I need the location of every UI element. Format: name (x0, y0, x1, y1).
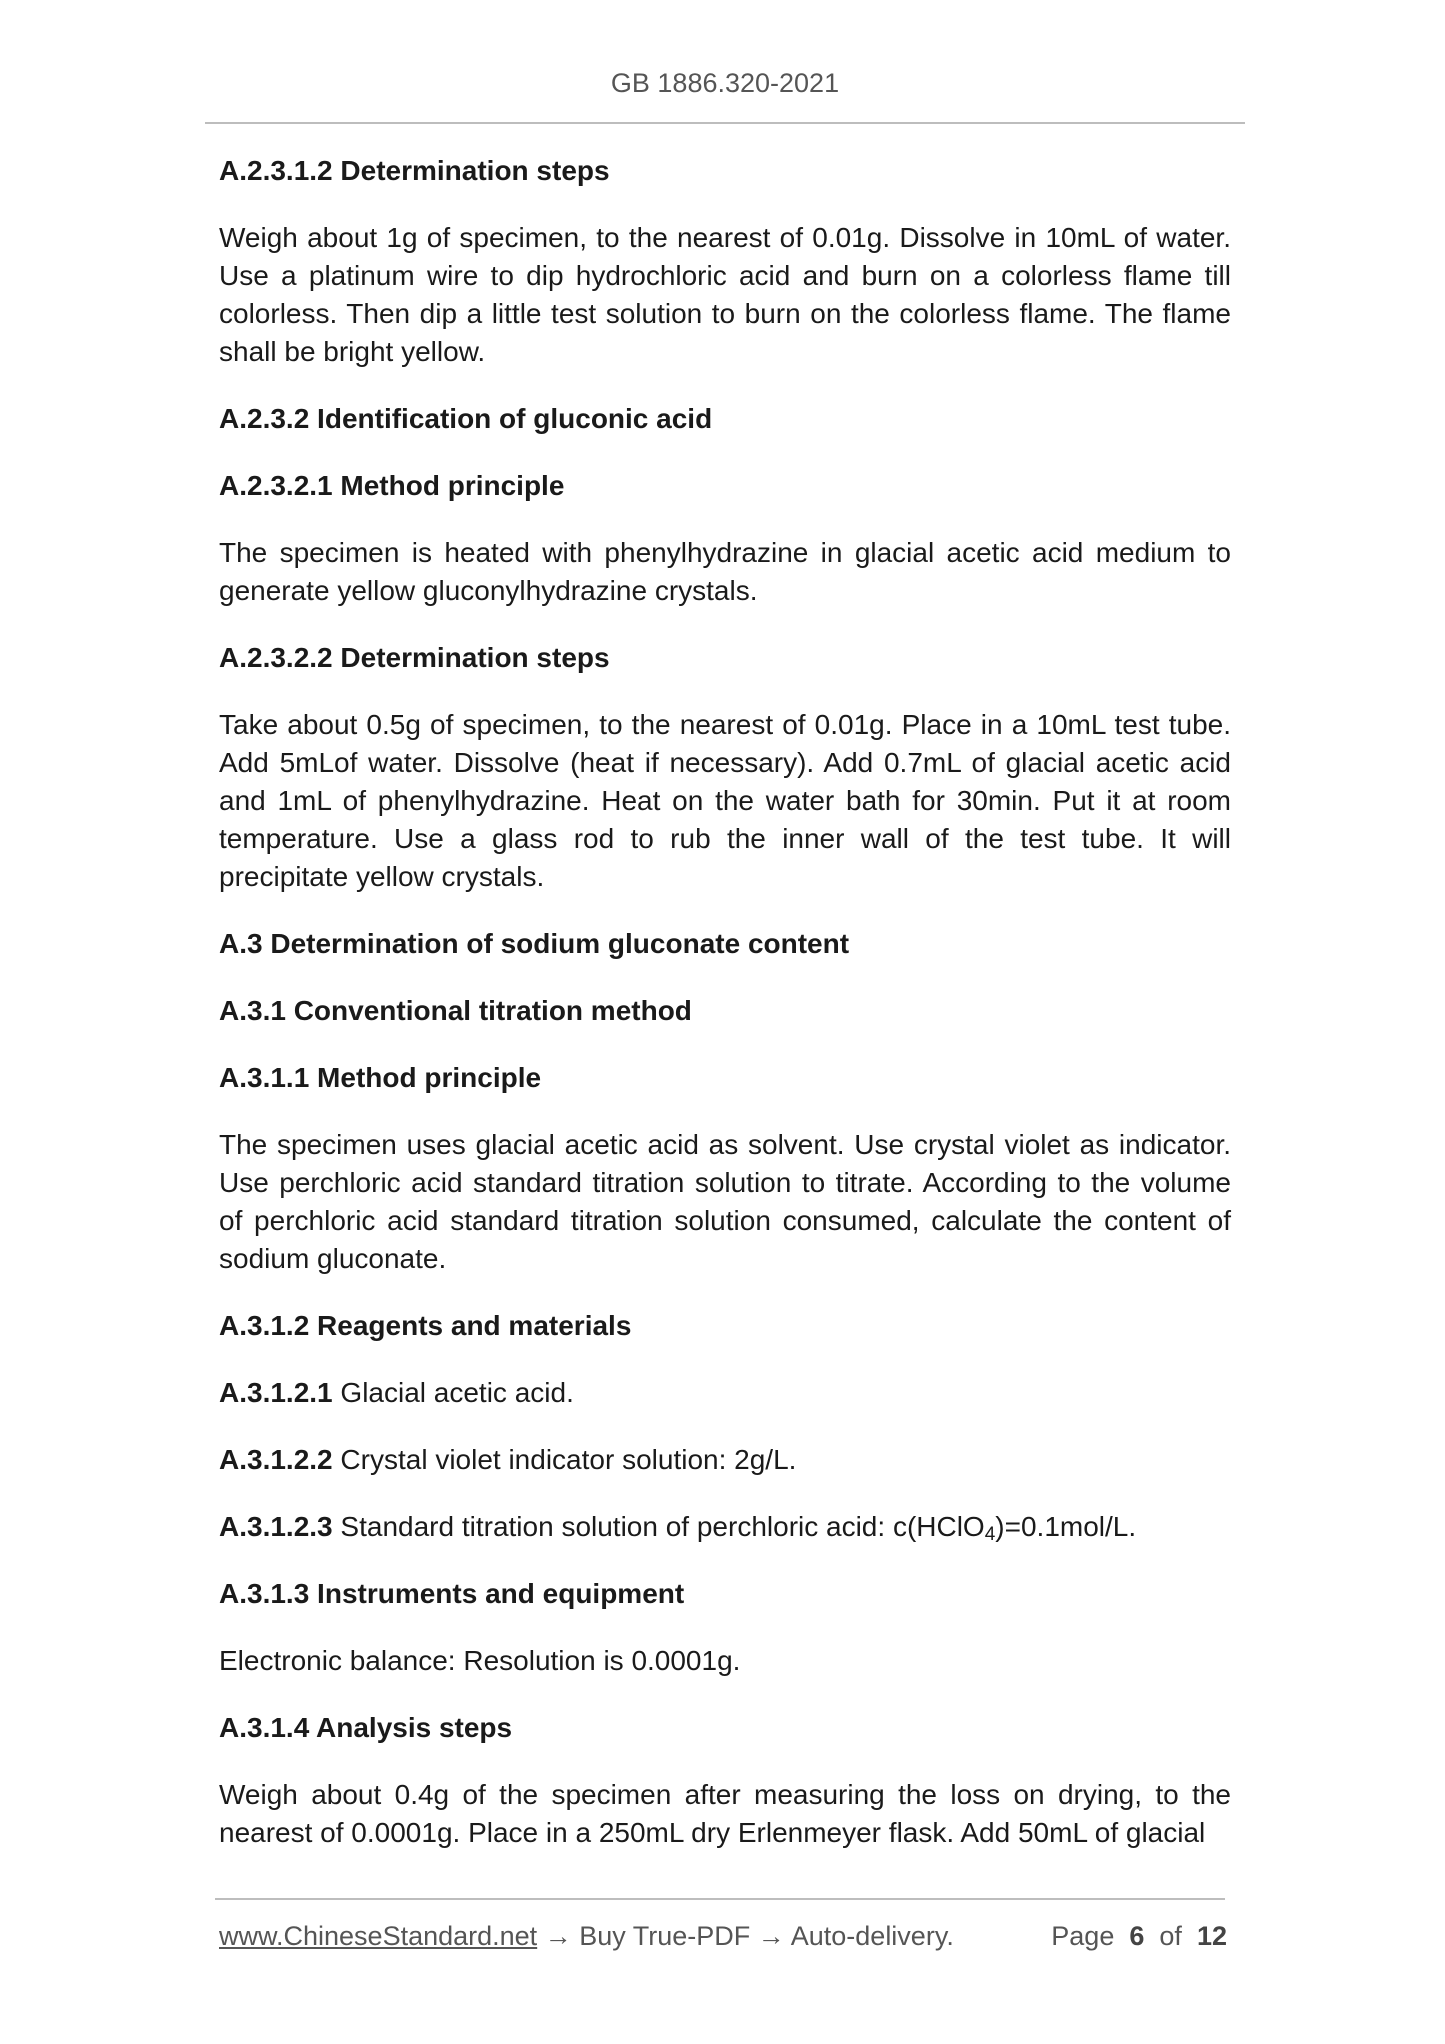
section-heading: A.3.1 Conventional titration method (219, 995, 692, 1026)
section-heading: A.3 Determination of sodium gluconate content (219, 928, 850, 959)
paragraph: Weigh about 1g of specimen, to the nearest of 0.01g. Dissolve in 10mL of water. Use a platinum wire to dip hydrochloric acid and burn on a colorless flame till colorless. Then dip a little test solution to burn on the colorless flame. The flame shall be bright yellow. (219, 222, 1231, 367)
page-label: Page (1051, 1921, 1115, 1951)
item-text: Standard titration solution of perchloric acid: c(HClO (332, 1511, 985, 1542)
page-footer (219, 1918, 1227, 1954)
paragraph: The specimen is heated with phenylhydrazine in glacial acetic acid medium to generate yellow gluconylhydrazine crystals. (219, 537, 1231, 606)
of-label: of (1159, 1921, 1182, 1951)
page-number: 6 (1129, 1921, 1145, 1951)
reagent-item (219, 1374, 1231, 1412)
section-heading: A.3.1.3 Instruments and equipment (219, 1578, 685, 1609)
item-text: )=0.1mol/L. (995, 1511, 1137, 1542)
section-heading: A.2.3.1.2 Determination steps (219, 155, 610, 186)
running-header: GB 1886.320-2021 (610, 68, 840, 98)
item-text: Crystal violet indicator solution: 2g/L. (332, 1444, 797, 1475)
item-number: A.3.1.2.1 (219, 1377, 333, 1408)
item-number: A.3.1.2.2 (219, 1444, 333, 1475)
section-heading: A.2.3.2.1 Method principle (219, 470, 565, 501)
section-heading: A.2.3.2.2 Determination steps (219, 642, 610, 673)
page-total: 12 (1196, 1921, 1227, 1951)
reagent-item (219, 1441, 1231, 1479)
item-number: A.3.1.2.3 (219, 1511, 333, 1542)
page-indicator (1051, 1918, 1227, 1954)
header-divider (205, 122, 1245, 124)
paragraph: The specimen uses glacial acetic acid as solvent. Use crystal violet as indicator. Use perchloric acid standard titration solution to titrate. According to the volume of perchloric acid standard titration solution consumed, calculate the content of sodium gluconate. (219, 1129, 1231, 1274)
section-heading: A.3.1.4 Analysis steps (219, 1712, 513, 1743)
section-heading: A.3.1.2 Reagents and materials (219, 1310, 632, 1341)
footer-tagline: → Buy True-PDF → Auto-delivery. (537, 1921, 954, 1951)
item-text: Glacial acetic acid. (332, 1377, 574, 1408)
section-heading: A.2.3.2 Identification of gluconic acid (219, 403, 713, 434)
paragraph: Take about 0.5g of specimen, to the nearest of 0.01g. Place in a 10mL test tube. Add 5mLof water. Dissolve (heat if necessary). Add 0.7mL of glacial acetic acid and 1mL of phenylhydrazine. Heat on the water bath for 30min. Put it at room temperature. Use a glass rod to rub the inner wall of the test tube. It will precipitate yellow crystals. (219, 709, 1231, 892)
paragraph: Weigh about 0.4g of the specimen after measuring the loss on drying, to the nearest of 0.0001g. Place in a 250mL dry Erlenmeyer flask. Add 50mL of glacial (219, 1779, 1231, 1848)
paragraph: Electronic balance: Resolution is 0.0001g. (219, 1645, 741, 1676)
section-heading: A.3.1.1 Method principle (219, 1062, 542, 1093)
reagent-item (219, 1508, 1231, 1546)
footer-divider (215, 1898, 1225, 1900)
document-body (219, 152, 1231, 1881)
website-link[interactable]: www.ChineseStandard.net (219, 1921, 538, 1951)
subscript: 4 (984, 1524, 996, 1545)
